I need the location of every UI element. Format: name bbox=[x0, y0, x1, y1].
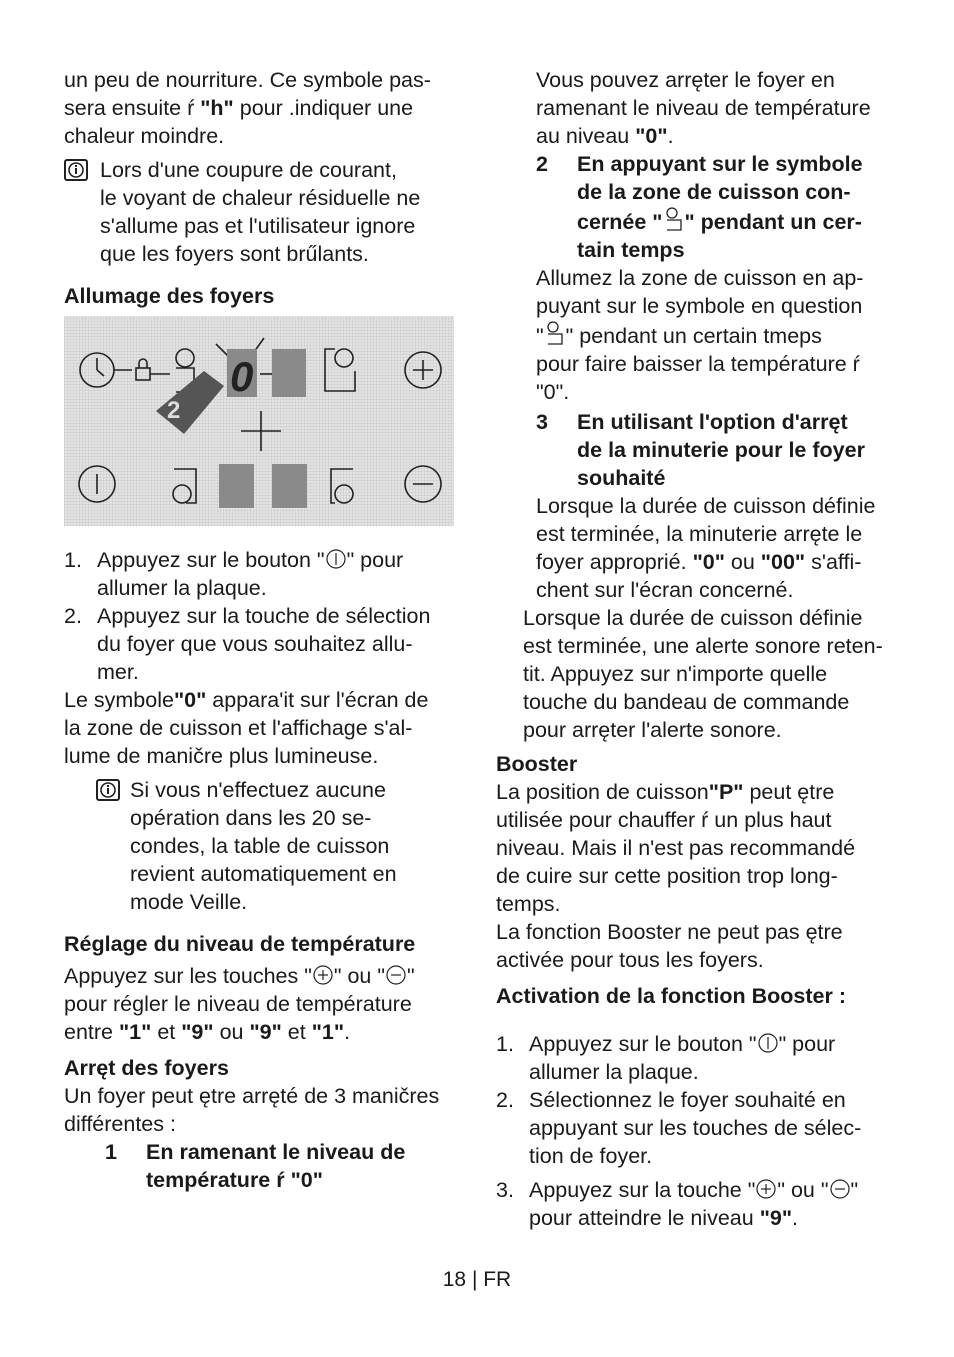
method-number: 3 bbox=[536, 410, 548, 434]
intro-line-1: un peu de nourriture. Ce symbole pas- bbox=[64, 68, 431, 92]
zone-front-right-icon bbox=[335, 485, 353, 503]
text: En utilisant l'option d'arręt bbox=[577, 410, 848, 434]
text: " ou " bbox=[333, 964, 385, 988]
method-1 bbox=[105, 1138, 474, 1194]
text: "9" bbox=[181, 1020, 214, 1044]
text: temps. bbox=[496, 892, 561, 916]
text: souhaité bbox=[577, 466, 666, 490]
method1-paragraph bbox=[536, 66, 916, 150]
method2-paragraph bbox=[536, 264, 916, 406]
text: est terminée, la minuterie arręte le bbox=[536, 522, 863, 546]
alert-paragraph bbox=[523, 604, 916, 744]
arret-paragraph bbox=[64, 1082, 474, 1138]
text: Lorsque la durée de cuisson définie bbox=[523, 606, 863, 630]
text: ou bbox=[724, 550, 761, 574]
step-text: Appuyez sur le bouton " bbox=[529, 1032, 757, 1056]
list-item bbox=[496, 1086, 916, 1170]
text: s'affi- bbox=[805, 550, 862, 574]
steps-list bbox=[64, 546, 474, 686]
list-item bbox=[64, 546, 474, 602]
text: puyant sur le symbole en question bbox=[536, 294, 863, 318]
activation-steps-list bbox=[496, 1030, 916, 1232]
text: et bbox=[151, 1020, 182, 1044]
text: activée pour tous les foyers. bbox=[496, 948, 764, 972]
text: Le symbole bbox=[64, 688, 174, 712]
text: "0" bbox=[692, 550, 725, 574]
info-icon bbox=[96, 779, 120, 801]
list-item bbox=[496, 1030, 916, 1086]
note2-line: Si vous n'effectuez aucune bbox=[130, 778, 386, 802]
minus-symbol-icon bbox=[829, 1178, 851, 1200]
step-text: " ou " bbox=[777, 1178, 829, 1202]
note2-line: revient automatiquement en bbox=[130, 862, 397, 886]
text: "P" bbox=[708, 780, 744, 804]
text: tain temps bbox=[577, 238, 685, 262]
text: " pendant un cer- bbox=[684, 210, 862, 234]
zone-front-left-icon bbox=[173, 485, 191, 503]
heading-reglage: Réglage du niveau de température bbox=[64, 932, 416, 956]
text: " bbox=[536, 324, 544, 348]
list-item bbox=[496, 1176, 916, 1232]
step-number: 2. bbox=[496, 1088, 514, 1112]
heading-activation: Activation de la fonction Booster : bbox=[496, 984, 846, 1008]
reglage-paragraph bbox=[64, 962, 474, 1046]
text: Lorsque la durée de cuisson définie bbox=[536, 494, 876, 518]
text: La position de cuisson bbox=[496, 780, 709, 804]
text: de la minuterie pour le foyer bbox=[577, 438, 865, 462]
text: " pendant un certain tmeps bbox=[565, 324, 822, 348]
intro-line-3: chaleur moindre. bbox=[64, 124, 225, 148]
heading-booster: Booster bbox=[496, 752, 578, 776]
text: "0" bbox=[635, 124, 668, 148]
text: foyer approprié. bbox=[536, 550, 693, 574]
note1-line: que les foyers sont brűlants. bbox=[100, 242, 369, 266]
text: "0" bbox=[173, 688, 207, 712]
text: Allumez la zone de cuisson en ap- bbox=[536, 266, 864, 290]
text: utilisée pour chauffer ŕ un plus haut bbox=[496, 808, 832, 832]
zone-rear-right-icon bbox=[335, 349, 353, 367]
step-text: du foyer que vous souhaitez allu- bbox=[97, 632, 413, 656]
text: au niveau bbox=[536, 124, 636, 148]
step-number: 3. bbox=[496, 1178, 514, 1202]
text: température ŕ "0" bbox=[146, 1168, 323, 1192]
zone-rear-left-icon bbox=[176, 349, 194, 367]
text: "0". bbox=[536, 380, 570, 404]
step-badge: 2 bbox=[167, 397, 181, 424]
text: En ramenant le niveau de bbox=[146, 1140, 406, 1164]
text: différentes : bbox=[64, 1112, 176, 1136]
note2-line: mode Veille. bbox=[130, 890, 248, 914]
method-number: 1 bbox=[105, 1140, 117, 1164]
text: niveau. Mais il n'est pas recommandé bbox=[496, 836, 856, 860]
heading-arret: Arręt des foyers bbox=[64, 1056, 229, 1080]
intro-line-2c: pour .indiquer une bbox=[233, 96, 414, 120]
text: . bbox=[344, 1020, 351, 1044]
text: tit. Appuyez sur n'importe quelle bbox=[523, 662, 828, 686]
text: est terminée, une alerte sonore reten- bbox=[523, 634, 883, 658]
step-number: 1. bbox=[496, 1032, 514, 1056]
step-text: "9" bbox=[759, 1206, 793, 1230]
text: de cuire sur cette position trop long- bbox=[496, 864, 838, 888]
step-text: mer. bbox=[97, 660, 139, 684]
power-symbol-icon bbox=[757, 1032, 779, 1054]
text: Un foyer peut ętre arręté de 3 maničres bbox=[64, 1084, 440, 1108]
control-panel-illustration bbox=[64, 316, 454, 526]
text: entre bbox=[64, 1020, 119, 1044]
zone-symbol-icon bbox=[544, 320, 566, 346]
heading-allumage: Allumage des foyers bbox=[64, 284, 275, 308]
method-3 bbox=[536, 408, 916, 492]
text: cernée " bbox=[577, 210, 663, 234]
text: "9" bbox=[249, 1020, 282, 1044]
text: " bbox=[407, 964, 415, 988]
booster2-paragraph bbox=[496, 918, 916, 974]
text: chent sur l'écran concerné. bbox=[536, 578, 794, 602]
control-panel-svg bbox=[64, 316, 454, 526]
plus-symbol-icon bbox=[755, 1178, 777, 1200]
power-symbol-icon bbox=[325, 548, 347, 570]
step-text: pour atteindre le niveau bbox=[529, 1206, 760, 1230]
list-item bbox=[64, 602, 474, 686]
step-text: appuyant sur les touches de sélec- bbox=[529, 1116, 862, 1140]
text: ramenant le niveau de température bbox=[536, 96, 871, 120]
info-note-power-cut bbox=[64, 156, 474, 268]
text: ou bbox=[213, 1020, 250, 1044]
text: pour faire baisser la température ŕ bbox=[536, 352, 860, 376]
step-text: Appuyez sur la touche de sélection bbox=[97, 604, 431, 628]
text: la zone de cuisson et l'affichage s'al- bbox=[64, 716, 413, 740]
step-text: Appuyez sur la touche " bbox=[529, 1178, 756, 1202]
display-digit: 0 bbox=[230, 353, 254, 400]
text: lume de maničre plus lumineuse. bbox=[64, 744, 379, 768]
booster-paragraph bbox=[496, 778, 916, 918]
left-column bbox=[64, 66, 474, 1194]
page-footer: 18 | FR bbox=[442, 1268, 512, 1291]
text: et bbox=[281, 1020, 312, 1044]
text: pour arręter l'alerte sonore. bbox=[523, 718, 782, 742]
step-text: " pour bbox=[778, 1032, 836, 1056]
step-text: " bbox=[850, 1178, 859, 1202]
text: de la zone de cuisson con- bbox=[577, 180, 851, 204]
step-number: 1. bbox=[64, 548, 82, 572]
text: Vous pouvez arręter le foyer en bbox=[536, 68, 835, 92]
method3-paragraph bbox=[536, 492, 916, 604]
step-text: . bbox=[792, 1206, 799, 1230]
intro-line-2a: sera ensuite ŕ bbox=[64, 96, 201, 120]
info-icon bbox=[64, 159, 88, 181]
text: pour régler le niveau de température bbox=[64, 992, 412, 1016]
text: En appuyant sur le symbole bbox=[577, 152, 863, 176]
text: "1" bbox=[118, 1020, 152, 1044]
method-2 bbox=[536, 150, 916, 264]
minus-symbol-icon bbox=[385, 964, 407, 986]
symbol-paragraph bbox=[64, 686, 474, 770]
step-text: Sélectionnez le foyer souhaité en bbox=[529, 1088, 846, 1112]
note2-line: condes, la table de cuisson bbox=[130, 834, 390, 858]
method-number: 2 bbox=[536, 152, 548, 176]
note2-line: opération dans les 20 se- bbox=[130, 806, 372, 830]
plus-symbol-icon bbox=[312, 964, 334, 986]
step-text: Appuyez sur le bouton " bbox=[97, 548, 325, 572]
lock-icon bbox=[136, 368, 150, 380]
text: touche du bandeau de commande bbox=[523, 690, 850, 714]
text: appara'it sur l'écran de bbox=[206, 688, 429, 712]
text: . bbox=[667, 124, 674, 148]
text: La fonction Booster ne peut pas ętre bbox=[496, 920, 843, 944]
info-note-standby bbox=[96, 776, 474, 916]
text: peut ętre bbox=[743, 780, 835, 804]
intro-h: "h" bbox=[200, 96, 234, 120]
intro-paragraph bbox=[64, 66, 474, 150]
note1-line: s'allume pas et l'utilisateur ignore bbox=[100, 214, 416, 238]
text: "00" bbox=[760, 550, 806, 574]
step-text: " pour bbox=[346, 548, 404, 572]
step-text: allumer la plaque. bbox=[529, 1060, 699, 1084]
step-text: allumer la plaque. bbox=[97, 576, 267, 600]
text: Appuyez sur les touches " bbox=[64, 964, 312, 988]
zone-symbol-icon bbox=[663, 206, 685, 232]
step-text: tion de foyer. bbox=[529, 1144, 653, 1168]
right-column bbox=[496, 66, 916, 1232]
text: "1" bbox=[311, 1020, 345, 1044]
step-number: 2. bbox=[64, 604, 82, 628]
note1-line: le voyant de chaleur résiduelle ne bbox=[100, 186, 421, 210]
note1-line: Lors d'une coupure de courant, bbox=[100, 158, 397, 182]
